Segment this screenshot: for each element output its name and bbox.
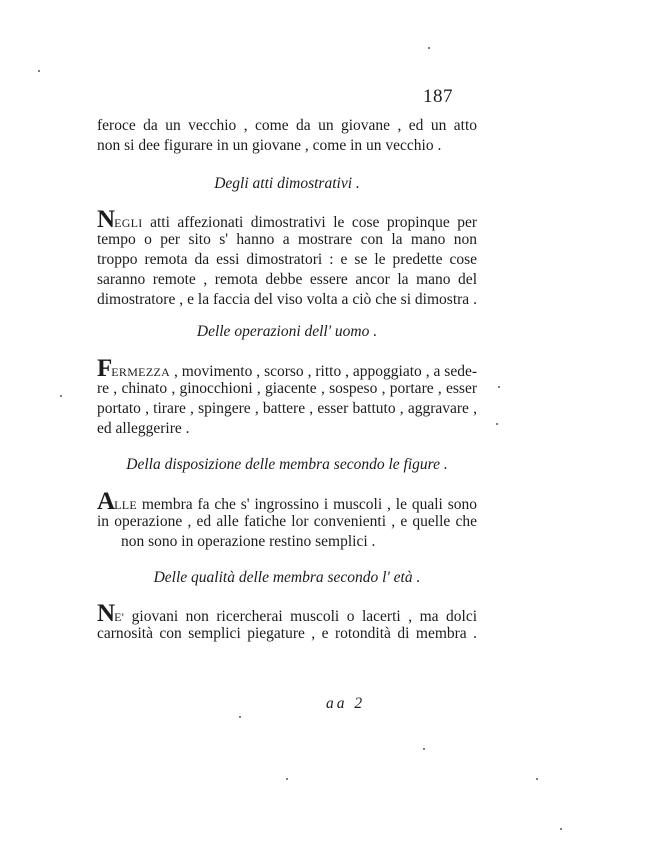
paper-speck xyxy=(496,423,498,425)
page-number: 187 xyxy=(423,86,453,107)
section-heading: Delle qualità delle membra secondo l' età . xyxy=(153,569,421,586)
text-line: non si dee figurare in un giovane , come in un vecchio . xyxy=(97,137,442,154)
section-heading: Della disposizione delle membra secondo le figure . xyxy=(126,456,448,473)
paper-speck xyxy=(239,716,241,718)
text-line: portato , tirare , spingere , battere , esser battuto , aggravare , xyxy=(97,400,477,417)
text-line: troppo remota da essi dimostratori : e se le predette cose xyxy=(97,251,477,268)
paper-speck xyxy=(498,386,500,388)
paper-speck xyxy=(428,47,430,49)
text-line: dimostratore , e la faccia del viso volta a ciò che si dimostra . xyxy=(97,291,477,308)
text-line: non sono in operazione restino semplici . xyxy=(121,533,376,550)
text-line: carnosità con semplici piegature , e rotondità di membra . xyxy=(97,625,477,642)
paper-speck xyxy=(60,395,62,397)
lead-in-word: E' xyxy=(114,610,125,624)
drop-cap: A xyxy=(97,488,115,515)
line-text: giovani non ricercherai muscoli o lacerti , ma dolci xyxy=(124,608,477,625)
text-line: in operazione , ed alle fatiche lor convenienti , e quelle che xyxy=(97,513,477,530)
paper-speck xyxy=(423,748,425,750)
text-line: feroce da un vecchio , come da un giovane , ed un atto xyxy=(97,117,477,134)
text-line: tempo o per sito s' hanno a mostrare con la mano non xyxy=(97,231,477,248)
paper-speck xyxy=(560,828,562,830)
line-text: membra fa che s' ingrossino i muscoli , le quali sono xyxy=(136,496,477,513)
text-line: saranno remote , remota debbe essere ancor la mano del xyxy=(97,271,477,288)
section-heading: Delle operazioni dell' uomo . xyxy=(196,323,378,340)
paper-speck xyxy=(286,778,288,780)
lead-in-word: ERMEZZA xyxy=(111,365,171,379)
drop-cap: N xyxy=(97,600,115,627)
lead-in-word: LLE xyxy=(114,498,137,512)
drop-cap: N xyxy=(97,206,115,233)
drop-cap: F xyxy=(97,355,112,382)
paper-speck xyxy=(536,778,538,780)
line-text: , movimento , scorso , ritto , appoggiato , a sede- xyxy=(170,363,477,380)
text-line: ed alleggerire . xyxy=(97,420,190,437)
paper-speck xyxy=(38,70,40,72)
section-heading: Degli atti dimostrativi . xyxy=(214,175,360,192)
signature-mark: aa 2 xyxy=(326,695,366,712)
lead-in-word: EGLI xyxy=(114,216,143,230)
line-text: atti affezionati dimostrativi le cose propinque per xyxy=(142,214,477,231)
text-line: re , chinato , ginocchioni , giacente , sospeso , portare , esser xyxy=(97,380,477,397)
